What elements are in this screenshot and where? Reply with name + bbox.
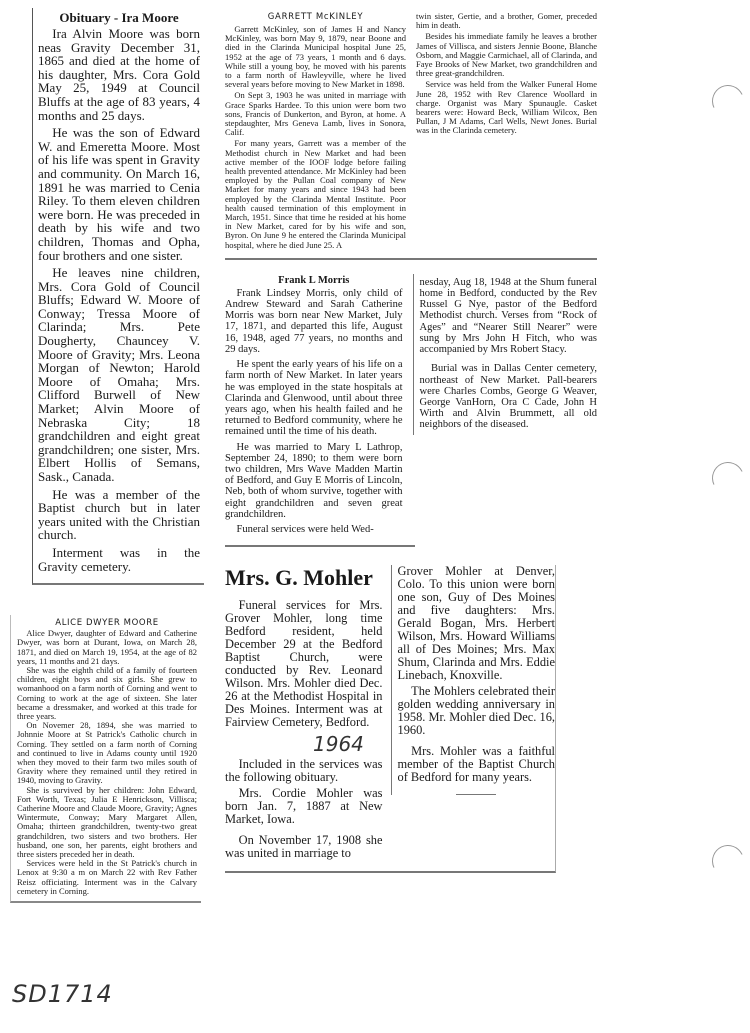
paragraph: Mrs. Cordie Mohler was born Jan. 7, 1887 at New Market, Iowa. [225,786,383,827]
paragraph: Alice Dwyer, daughter of Edward and Catherine Dwyer, was born at Durant, Iowa, on March 28, 1871, and died on March 19, 1954, at the age of 82 years, 11 months and 21 days. [17,628,197,666]
right-column [225,6,597,873]
obituary-title: Frank L Morris [278,274,350,286]
paragraph: Grover Mohler at Denver, Colo. To this union were born one son, Guy of Des Moines and five daughters: Mrs. Gerald Bogan, Mrs. Herbert Wilson, Mrs. Howard Williams all of Des Moines; Mrs. Max Shum, Clarinda and Mrs. Eddie Linebach, Knoxville. [397,564,555,683]
paragraph: twin sister, Gertie, and a brother, Gomer, preceded him in death. [416,11,597,31]
paragraph: He was the son of Edward W. and Emeretta Moore. Most of his life was spent in Gravity and community. On March 16, 1891 he was married to Cenia Riley. To them eleven children were born. He was preceded in death by his wife and two children, Thomas and Opha, four brothers and one sister. [38,125,200,263]
paragraph: Ira Alvin Moore was born neas Gravity December 31, 1865 and died at the home of his daughter, Mrs. Cora Gold May 25, 1949 at Council Bluffs at the age of 83 years, 4 months and 25 days. [38,26,200,123]
paragraph: Interment was in the Gravity cemetery. [38,544,200,574]
obituary-title: Mrs. G. Mohler [225,565,373,591]
punch-hole-mark [707,80,748,121]
handwritten-page-label: SD1714 [12,980,113,1008]
paragraph: She is survived by her children: John Edward, Fort Worth, Texas; Julia E Henrickson, Villisca; Catherine Moore and Claude Moore, Gravity; Agnes Wintermute, Conway; Mary Margaret Allen, Omaha; thirteen grandchildren, twenty-two great grandchildren, two sisters and two brothers. Her husband, one son, her parents, eight brothers and three sisters preceded her in death. [17,784,197,860]
paragraph: He was married to Mary L Lathrop, September 24, 1890; to them were born two children, Mrs Wave Madden Martin of Bedford, and Guy E Morris of Lincoln, Neb, both of whom survive, together with eight grandchildren and seven great grandchildren. [225,441,403,520]
obituary-title: Obituary - Ira Moore [59,10,179,25]
mrs-g-mohler-column-1 [225,565,383,863]
paragraph: He was a member of the Baptist church but in later years united with the Christian church. [38,486,200,543]
frank-morris-column-1 [225,274,403,539]
paragraph: Services were held in the St Patrick's church in Lenox at 9:30 a m on March 22 with Rev Father Reisz officiating. Interment was in the Calvary cemetery in Corning. [17,858,197,896]
paragraph: He leaves nine children, Mrs. Cora Gold of Council Bluffs; Edward W. Moore of Conway; Tressa Moore of Clarinda; Mrs. Pete Dougherty, Chauncey V. Moore of Gravity; Mrs. Leona Morgan of Newton; Harold Moore of Omaha; Mrs. Clifford Burwell of New Market; Alvin Moore of Nebraska City; 18 grandchildren and eight great grandchildren; one sister, Mrs. Elbert Hollis of Semans, Sask., Canada. [38,265,200,484]
obituary-title: GARRETT McKINLEY [267,12,364,22]
paragraph: Garrett McKinley, son of James H and Nancy McKinley, was born May 9, 1879, near Boone and died in the Clarinda Municipal hospital June 25, 1952 at the age of 73 years, 1 month and 6 days. While still a young boy, he moved with his parents to a farm north of Hawleyville, where he lived several years before moving to New Market in 1898. [225,24,406,90]
paragraph: Frank Lindsey Morris, only child of Andrew Steward and Sarah Catherine Morris was born near New Market, July 17, 1871, and departed this life, August 16, 1948, aged 77 years, no months and 29 days. [225,287,403,355]
frank-morris-obituary [225,274,597,545]
paragraph: Besides his immediate family he leaves a brother James of Villisca, and sisters Jennie Boone, Blanche Osborn, and Maggie Carmichael, all of Clarinda, and Faye Brooks of New Market, two grandchildren and three great-grandchildren. [416,31,597,79]
garrett-mckinley-obituary [225,6,597,260]
mrs-g-mohler-continued [391,565,556,795]
paragraph: On November 17, 1908 she was united in marriage to [225,833,383,861]
punch-hole-mark [707,457,748,498]
frank-morris-continued [413,274,598,435]
paragraph: On Novemer 28, 1894, she was married to Johnnie Moore at St Patrick's Catholic church in Corning. They settled on a farm north of Corning and continued to live in Adams county until 1920 when they moved to their farm two miles south of Gravity where they remained until they retired in 1940, moving to Gravity. [17,720,197,786]
mrs-g-mohler-obituary [225,565,556,873]
paragraph: She was the eighth child of a family of fourteen children, eight boys and six girls. She grew to womanhood on a farm north of Corning and went to Corning to work at the age of sixteen. She later became a dressmaker, and worked at this trade for three years. [17,664,197,721]
garrett-mckinley-column-1 [225,12,406,252]
paragraph: Included in the services was the following obituary. [225,757,383,785]
garrett-mckinley-continued [416,12,597,138]
alice-dwyer-moore-obituary [10,615,201,903]
paragraph: Service was held from the Walker Funeral Home June 28, 1952 with Rev Clarence Woollard in charge. Organist was Mary Spunaugle. Casket bearers were: Howard Beck, William Wilcox, Ben Pullan, J M Adams, Carl Wells, Newt Jones. Burial was in the Clarinda cemetery. [416,79,597,136]
paragraph: Burial was in Dallas Center cemetery, northeast of New Market. Pall-bearers were Charles Combs, George G Weaver, George VanHorn, Ora C Cade, John H Wirth and Alvin Brummett, all old neighbors of the diseased. [419,363,597,431]
paragraph: The Mohlers celebrated their golden wedding anniversary in 1958. Mr. Mohler died Dec. 16, 1960. [397,684,555,738]
paragraph: He spent the early years of his life on a farm north of New Market. In later years he was employed in the state hospitals at Clarinda and Glenwood, until about three years ago, when his health failed and he returned to Bedford community, where he remained until the time of his death. [225,359,403,438]
paragraph: On Sept 3, 1903 he was united in marriage with Grace Sparks Hardee. To this union were born two sons, Francis of Dunkerton, and Byron, at home. A stepdaughter, Mrs Geneva Lamb, lives in Sonora, Calif. [225,90,406,138]
ira-moore-obituary [32,8,204,585]
left-column [10,8,205,1008]
punch-hole-mark [707,840,748,881]
paragraph: Funeral services were held Wed- [236,523,374,535]
end-rule [456,794,496,795]
paragraph: Funeral services for Mrs. Grover Mohler, long time Bedford resident, held December 29 at the Bedford Baptist Church, were conducted by Rev. Leonard Wilson. Mrs. Mohler died Dec. 26 at the Methodist Hospital in Des Moines. Interment was at Fairview Cemetery, Bedford. [225,598,383,730]
paragraph: Mrs. Mohler was a faithful member of the Baptist Church of Bedford for many years. [397,744,555,785]
clipping-divider [225,545,415,547]
obituary-title: ALICE DWYER MOORE [55,618,159,629]
paragraph: For many years, Garrett was a member of the Methodist church in New Market and had been active member of the IOOF lodge before failing health prevented attendance. Mr McKinley had been employed by the Pullan Coal company of New Market for many years and since 1943 had been employed by the Clarinda Mental Institute. Poor health caused termination of this employment in March, 1951. Since that time he resided at his home in New Market, cared for by his wife and son, Byron. On June 9 he entered the Clarinda Municipal hospital, where he died June 25. A [225,138,406,250]
paragraph: nesday, Aug 18, 1948 at the Shum funeral home in Bedford, conducted by the Rev Russel G Nye, pastor of the Bedford Methodist church. Verses from “Rock of Ages” and “Nearer Still Nearer” were sung by Mrs John H Fitch, who was accompanied by Mrs Robert Stacy. [419,276,597,356]
handwritten-year: 1964 [313,732,364,757]
